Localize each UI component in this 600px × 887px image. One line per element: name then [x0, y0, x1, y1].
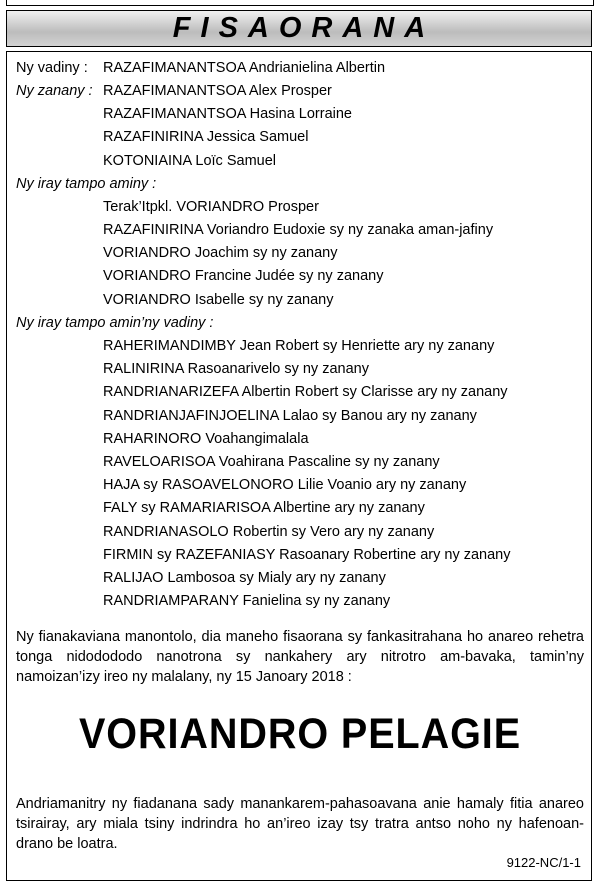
line-inlaw-name: RAHERIMANDIMBY Jean Robert sy Henriette ary ny zanany [103, 338, 495, 354]
blessing-paragraph: Andriamanitry ny fiadanana sady manankarem-pahasoavana anie hamaly fitia anareo tsirairay, ary miala tsiny indrindra ho an’ireo izay tsy tratra antso noho ny hafenoan-drano be loatra. [16, 796, 584, 852]
line-inlaw-name: RANDRIANJAFINJOELINA Lalao sy Banou ary ny zanany [103, 408, 477, 424]
line-inlaw-name: RAHARINORO Voahangimalala [103, 431, 309, 447]
banner-title: FISAORANA [172, 12, 436, 44]
line-spouse-label: Ny vadiny : [16, 60, 88, 76]
line-inlaw-name: RANDRIANARIZEFA Albertin Robert sy Clarisse ary ny zanany [103, 384, 508, 400]
header-banner [6, 10, 592, 47]
line-sibling-name: VORIANDRO Isabelle sy ny zanany [103, 292, 334, 308]
line-spouse-name: RAZAFIMANANTSOA Andrianielina Albertin [103, 60, 386, 76]
reference-code: 9122-NC/1-1 [506, 855, 581, 870]
line-child-name: KOTONIAINA Loïc Samuel [103, 153, 276, 169]
line-inlaw-name: RALIJAO Lambosoa sy Mialy ary ny zanany [103, 570, 386, 586]
line-sibling-name: Terak’Itpkl. VORIANDRO Prosper [103, 199, 319, 215]
notice-body [6, 51, 592, 881]
line-inlaw-name: HAJA sy RASOAVELONORO Lilie Voanio ary ny zanany [103, 477, 467, 493]
top-frame-edge [6, 0, 594, 6]
line-sibling-name: RAZAFINIRINA Voriandro Eudoxie sy ny zanaka aman-jafiny [103, 222, 494, 238]
line-sibling-name: VORIANDRO Joachim sy ny zanany [103, 245, 338, 261]
deceased-name: VORIANDRO PELAGIE [78, 710, 522, 758]
line-inlaws-label: Ny iray tampo amin’ny vadiny : [16, 315, 214, 331]
line-inlaw-name: RANDRIAMPARANY Fanielina sy ny zanany [103, 593, 391, 609]
line-child-name: RAZAFIMANANTSOA Hasina Lorraine [103, 106, 352, 122]
line-inlaw-name: RAVELOARISOA Voahirana Pascaline sy ny zanany [103, 454, 440, 470]
line-child-name: RAZAFINIRINA Jessica Samuel [103, 129, 309, 145]
line-child-name: RAZAFIMANANTSOA Alex Prosper [103, 83, 332, 99]
line-inlaw-name: FIRMIN sy RAZEFANIASY Rasoanary Robertine ary ny zanany [103, 547, 511, 563]
gratitude-paragraph: Ny fianakaviana manontolo, dia maneho fisaorana sy fankasitrahana ho anareo rehetra tonga nidodododo nanotrona sy nankahery ary nitrotro am-bavaka, tamin’ny namoizan’izy ireo ny malalany, ny 15 Janoary 2018 : [16, 629, 584, 685]
line-siblings-label: Ny iray tampo aminy : [16, 176, 157, 192]
line-inlaw-name: RANDRIANASOLO Robertin sy Vero ary ny zanany [103, 524, 435, 540]
line-inlaw-name: FALY sy RAMARIARISOA Albertine ary ny zanany [103, 500, 425, 516]
line-children-label: Ny zanany : [16, 83, 93, 99]
line-inlaw-name: RALINIRINA Rasoanarivelo sy ny zanany [103, 361, 369, 377]
line-sibling-name: VORIANDRO Francine Judée sy ny zanany [103, 268, 384, 284]
